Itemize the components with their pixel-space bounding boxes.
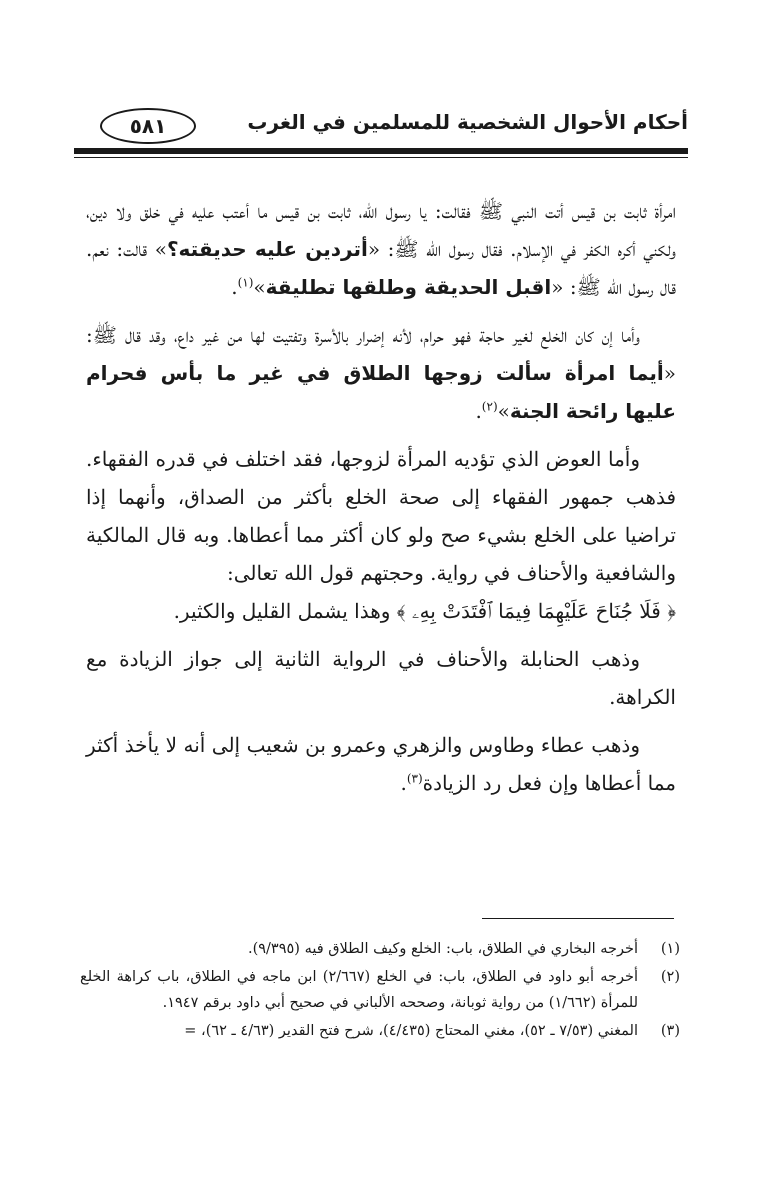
footnote-number: (١): [660, 941, 680, 957]
footnote-text: أخرجه أبو داود في الطلاق، باب: في الخلع (٢/٦٦٧) ابن ماجه في الطلاق، باب كراهة الخلع للمرأة (١/٦٦٢) من رواية ثوبانة، وصححه الألباني في صحيح أبي داود برقم ١٩٤٧.: [80, 969, 638, 1011]
paragraph-4: وذهب الحنابلة والأحناف في الرواية الثانية إلى جواز الزيادة مع الكراهة.: [86, 647, 676, 709]
footnote-number: (٢): [660, 969, 680, 985]
header-rule-thin: [74, 157, 688, 158]
footnotes: [80, 936, 680, 1046]
footnote-ref: (٢): [481, 399, 498, 414]
footnote-text: أخرجه البخاري في الطلاق، باب: الخلع وكيف الطلاق فيه (٩/٣٩٥).: [247, 941, 638, 957]
quran-verse: ﴿ فَلَا جُنَاحَ عَلَيْهِمَا فِيمَا ٱفْتَدَتْ بِهِۦ ﴾: [396, 599, 676, 623]
footnote-ref: (١): [237, 275, 254, 290]
hadith-quote: أتردين عليه حديقته؟: [166, 237, 368, 261]
footnote: [80, 1018, 680, 1044]
paragraph-5: وذهب عطاء وطاوس والزهري وعمرو بن شعيب إلى أنه لا يأخذ أكثر مما أعطاها وإن فعل رد الزيادة$^{(٣)}$.: [86, 733, 676, 795]
footnote-text: المغني (٧/٥٣ ـ ٥٢)، مغني المحتاج (٤/٤٣٥)، شرح فتح القدير (٤/٦٣ ـ ٦٢)، =: [184, 1023, 638, 1039]
footnote: [80, 936, 680, 962]
paragraph-2: وأما إن كان الخلع لغير حاجة فهو حرام، لأنه إضرار بالأسرة وتفتيت لها من غير داع، وقد قال ﷺ: «أيما امرأة سألت زوجها الطلاق في غير ما بأس فحرام عليها رائحة الجنة»$^{(٢)}$.: [86, 323, 676, 423]
paragraph-1: امرأة ثابت بن قيس أتت النبي ﷺ فقالت: يا رسول الله، ثابت بن قيس ما أعتب عليه في خلق ولا دين، ولكني أكره الكفر في الإسلام. فقال رسول الله ﷺ: «أتردين عليه حديقته؟» قالت: نعم. قال رسول الله ﷺ: «اقبل الحديقة وطلقها تطليقة»$^{(١)}$.: [86, 199, 676, 299]
footnote: [80, 964, 680, 1016]
hadith-quote: أيما امرأة سألت زوجها الطلاق في غير ما بأس فحرام عليها رائحة الجنة: [86, 361, 676, 423]
running-title: أحكام الأحوال الشخصية للمسلمين في الغرب: [247, 110, 688, 134]
paragraph-3: وأما العوض الذي تؤديه المرأة لزوجها، فقد اختلف في قدره الفقهاء. فذهب جمهور الفقهاء إلى صحة الخلع بأكثر من الصداق، وأنهما إذا تراضيا على الخلع بشيء صح ولو كان أكثر مما أعطاها. وبه قال المالكية والشافعية والأحناف في رواية. وحجتهم قول الله تعالى: ﴿ فَلَا جُنَاحَ عَلَيْهِمَا فِيمَا ٱفْتَدَتْ بِهِۦ ﴾ وهذا يشمل القليل والكثير.: [86, 447, 676, 623]
hadith-quote: اقبل الحديقة وطلقها تطليقة: [265, 275, 552, 299]
footnote-ref: (٣): [406, 771, 423, 786]
page-number: ٥٨١: [100, 108, 196, 144]
main-text: [86, 192, 676, 812]
page-header: [74, 104, 688, 158]
header-rule-thick: [74, 148, 688, 154]
footnote-number: (٣): [660, 1023, 680, 1039]
footnote-separator: [482, 918, 674, 919]
